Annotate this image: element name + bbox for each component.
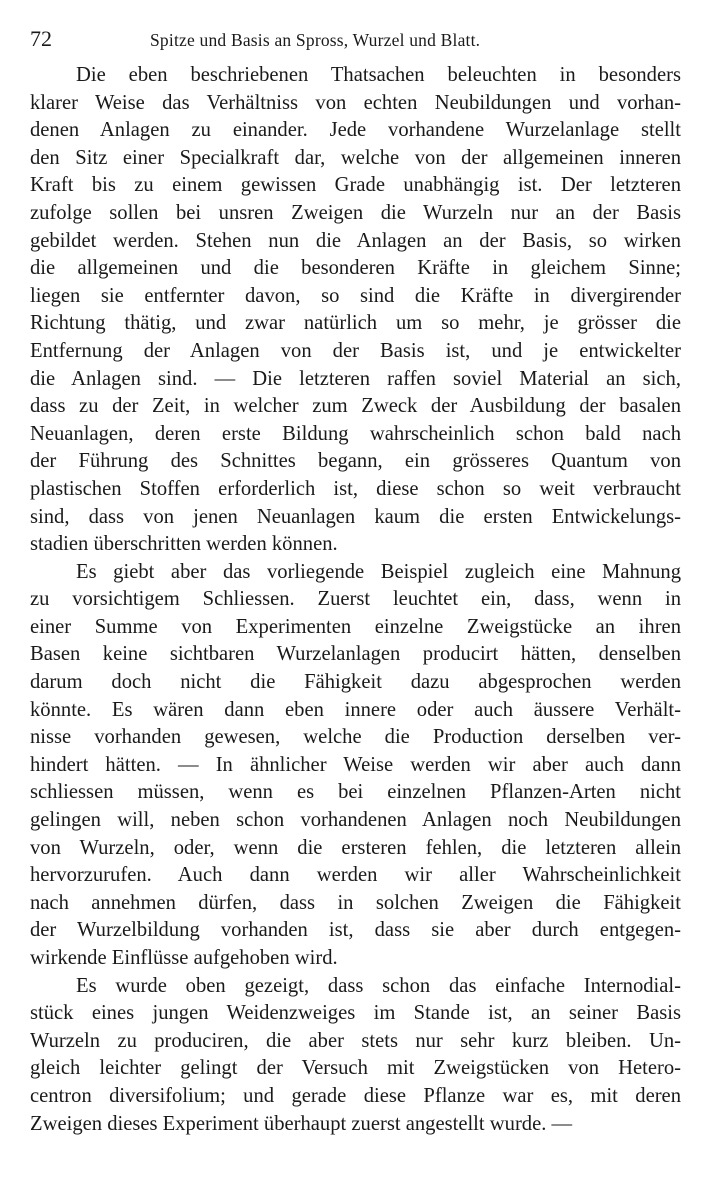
- running-title: Spitze und Basis an Spross, Wurzel und Blatt.: [150, 30, 481, 50]
- text-line: Es wurde oben gezeigt, dass schon das einfache Internodial-: [76, 974, 681, 997]
- text-line: von Wurzeln, oder, wenn die ersteren fehlen, die letzteren allein: [30, 836, 681, 859]
- text-line: stück eines jungen Weidenzweiges im Stande ist, an seiner Basis: [30, 1002, 681, 1025]
- text-line: nach annehmen dürfen, dass in solchen Zweigen die Fähigkeit: [30, 891, 681, 914]
- text-line: hindert hätten. — In ähnlicher Weise werden wir aber auch dann: [30, 753, 681, 776]
- paragraph: [30, 559, 681, 973]
- text-line: Neuanlagen, deren erste Bildung wahrscheinlich schon bald nach: [30, 422, 681, 445]
- text-line: stadien überschritten werden können.: [30, 533, 338, 556]
- text-line: schliessen müssen, wenn es bei einzelnen Pflanzen-Arten nicht: [30, 781, 681, 804]
- text-line: könnte. Es wären dann eben innere oder auch äussere Verhält-: [30, 698, 681, 721]
- text-line: die allgemeinen und die besonderen Kräfte in gleichem Sinne;: [30, 257, 681, 280]
- text-line: den Sitz einer Specialkraft dar, welche von der allgemeinen inneren: [30, 146, 681, 169]
- text-line: darum doch nicht die Fähigkeit dazu abgesprochen werden: [30, 671, 681, 694]
- page-header: [30, 26, 681, 62]
- text-line: Richtung thätig, und zwar natürlich um so mehr, je grösser die: [30, 312, 681, 335]
- text-line: wirkende Einflüsse aufgehoben wird.: [30, 947, 338, 969]
- text-line: gelingen will, neben schon vorhandenen Anlagen noch Neubildungen: [30, 809, 681, 832]
- text-line: denen Anlagen zu einander. Jede vorhandene Wurzelanlage stellt: [30, 119, 681, 142]
- page-body: [30, 62, 681, 1138]
- text-line: plastischen Stoffen erforderlich ist, diese schon so weit verbraucht: [30, 477, 681, 500]
- text-line: einer Summe von Experimenten einzelne Zweigstücke an ihren: [30, 615, 681, 638]
- text-line: Zweigen dieses Experiment überhaupt zuerst angestellt wurde. —: [30, 1112, 573, 1135]
- page-number: 72: [30, 26, 52, 51]
- text-line: Die eben beschriebenen Thatsachen beleuchten in besonders: [76, 64, 681, 86]
- text-line: Es giebt aber das vorliegende Beispiel zugleich eine Mahnung: [76, 560, 681, 583]
- text-line: dass zu der Zeit, in welcher zum Zweck der Ausbildung der basalen: [30, 395, 681, 418]
- text-line: der Führung des Schnittes begann, ein grösseres Quantum von: [30, 450, 681, 473]
- text-line: sind, dass von jenen Neuanlagen kaum die ersten Entwickelungs-: [30, 505, 681, 528]
- paragraph: [30, 62, 681, 559]
- text-line: der Wurzelbildung vorhanden ist, dass sie aber durch entgegen-: [30, 919, 681, 942]
- text-line: gebildet werden. Stehen nun die Anlagen an der Basis, so wirken: [30, 229, 681, 252]
- text-line: zufolge sollen bei unsren Zweigen die Wurzeln nur an der Basis: [30, 201, 681, 224]
- text-line: gleich leichter gelingt der Versuch mit Zweigstücken von Hetero-: [30, 1057, 681, 1080]
- text-line: Wurzeln zu produciren, die aber stets nur sehr kurz bleiben. Un-: [30, 1029, 681, 1052]
- text-line: Entfernung der Anlagen von der Basis ist, und je entwickelter: [30, 339, 681, 362]
- paragraph: [30, 973, 681, 1139]
- text-line: liegen sie entfernter davon, so sind die Kräfte in divergirender: [30, 284, 681, 307]
- text-line: zu vorsichtigem Schliessen. Zuerst leuchtet ein, dass, wenn in: [30, 588, 681, 611]
- text-line: Basen keine sichtbaren Wurzelanlagen producirt hätten, denselben: [30, 643, 681, 666]
- text-line: nisse vorhanden gewesen, welche die Production derselben ver-: [30, 726, 681, 749]
- text-line: die Anlagen sind. — Die letzteren raffen soviel Material an sich,: [30, 367, 681, 390]
- text-line: centron diversifolium; und gerade diese Pflanze war es, mit deren: [30, 1084, 681, 1107]
- text-line: klarer Weise das Verhältniss von echten Neubildungen und vorhan-: [30, 91, 681, 114]
- text-line: hervorzurufen. Auch dann werden wir aller Wahrscheinlichkeit: [30, 864, 681, 887]
- text-line: Kraft bis zu einem gewissen Grade unabhängig ist. Der letzteren: [30, 174, 681, 197]
